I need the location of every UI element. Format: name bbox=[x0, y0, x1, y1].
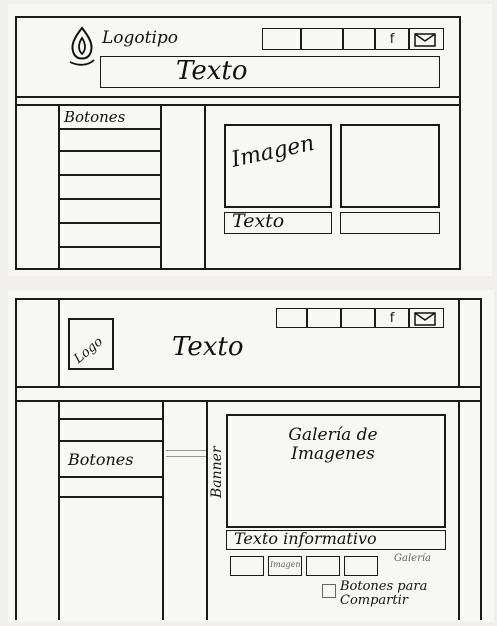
bottom-header-inner-right bbox=[458, 298, 460, 388]
bottom-frame-right bbox=[480, 298, 482, 620]
top-sidebar-row-6 bbox=[58, 246, 162, 248]
top-header-text-box bbox=[100, 56, 440, 88]
bottom-gallery-title: Galería de Imagenes bbox=[288, 425, 378, 464]
top-sidebar-row-5 bbox=[58, 222, 162, 224]
bottom-gallery-note: Galería bbox=[394, 553, 432, 564]
bottom-thumb-1[interactable] bbox=[230, 556, 264, 576]
bottom-content-left bbox=[206, 400, 208, 620]
bottom-sidebar-left bbox=[58, 400, 60, 620]
top-logo bbox=[64, 24, 100, 68]
bottom-social-sep-1 bbox=[306, 308, 308, 328]
bottom-header-top bbox=[15, 298, 482, 300]
bottom-thumb-4[interactable] bbox=[344, 556, 378, 576]
bottom-logo-label: Logo bbox=[71, 334, 106, 367]
bottom-social-sep-2 bbox=[340, 308, 342, 328]
top-header-text: Texto bbox=[176, 56, 248, 86]
top-social-sep-1 bbox=[300, 28, 302, 50]
bottom-header-inner-left bbox=[58, 298, 60, 388]
bottom-thumb-label: Imagen bbox=[270, 560, 301, 569]
bottom-buttons-note: Botones para Compartir bbox=[340, 579, 428, 608]
top-sidebar-label: Botones bbox=[64, 108, 126, 126]
top-caption-text: Texto bbox=[232, 210, 285, 232]
bottom-sidebar-row-4 bbox=[58, 496, 164, 498]
top-image-box-2 bbox=[340, 124, 440, 208]
top-facebook-icon[interactable]: f bbox=[389, 31, 395, 47]
top-social-sep-3 bbox=[374, 28, 376, 50]
bottom-info-text: Texto informativo bbox=[234, 529, 377, 548]
bottom-sidebar-row-3 bbox=[58, 476, 164, 478]
top-sidebar-row-3 bbox=[58, 174, 162, 176]
top-sidebar-row-4 bbox=[58, 198, 162, 200]
flame-logo-icon bbox=[64, 24, 100, 68]
bottom-sidebar-row-2 bbox=[58, 440, 164, 442]
bottom-vertical-label: Banner bbox=[209, 446, 225, 498]
top-header-divider-2 bbox=[15, 104, 461, 106]
bottom-sidebar-row-1 bbox=[58, 418, 164, 420]
bottom-mail-icon[interactable] bbox=[414, 311, 436, 330]
top-logo-label: Logotipo bbox=[102, 28, 179, 48]
bottom-header-divider bbox=[15, 386, 482, 388]
top-content-left bbox=[204, 104, 206, 270]
bottom-connector-1 bbox=[166, 450, 206, 451]
top-header-divider bbox=[15, 96, 461, 98]
bottom-share-icon[interactable] bbox=[322, 584, 336, 598]
top-mail-icon[interactable] bbox=[414, 32, 436, 51]
bottom-content-right bbox=[458, 400, 460, 620]
bottom-facebook-icon[interactable]: f bbox=[389, 310, 395, 326]
bottom-social-sep-3 bbox=[374, 308, 376, 328]
top-image-label: Imagen bbox=[229, 130, 317, 173]
top-social-sep-4 bbox=[408, 28, 410, 50]
top-sidebar-row-2 bbox=[58, 150, 162, 152]
bottom-connector-2 bbox=[166, 456, 206, 457]
bottom-header-divider-2 bbox=[15, 400, 482, 402]
top-caption-box-2 bbox=[340, 212, 440, 234]
bottom-social-sep-4 bbox=[408, 308, 410, 328]
bottom-thumb-3[interactable] bbox=[306, 556, 340, 576]
bottom-sidebar-label: Botones bbox=[68, 450, 134, 469]
top-sidebar-row-1 bbox=[58, 128, 162, 130]
bottom-frame-left bbox=[15, 298, 17, 620]
bottom-header-text: Texto bbox=[172, 332, 244, 362]
bottom-sidebar-right bbox=[162, 400, 164, 620]
top-social-sep-2 bbox=[342, 28, 344, 50]
